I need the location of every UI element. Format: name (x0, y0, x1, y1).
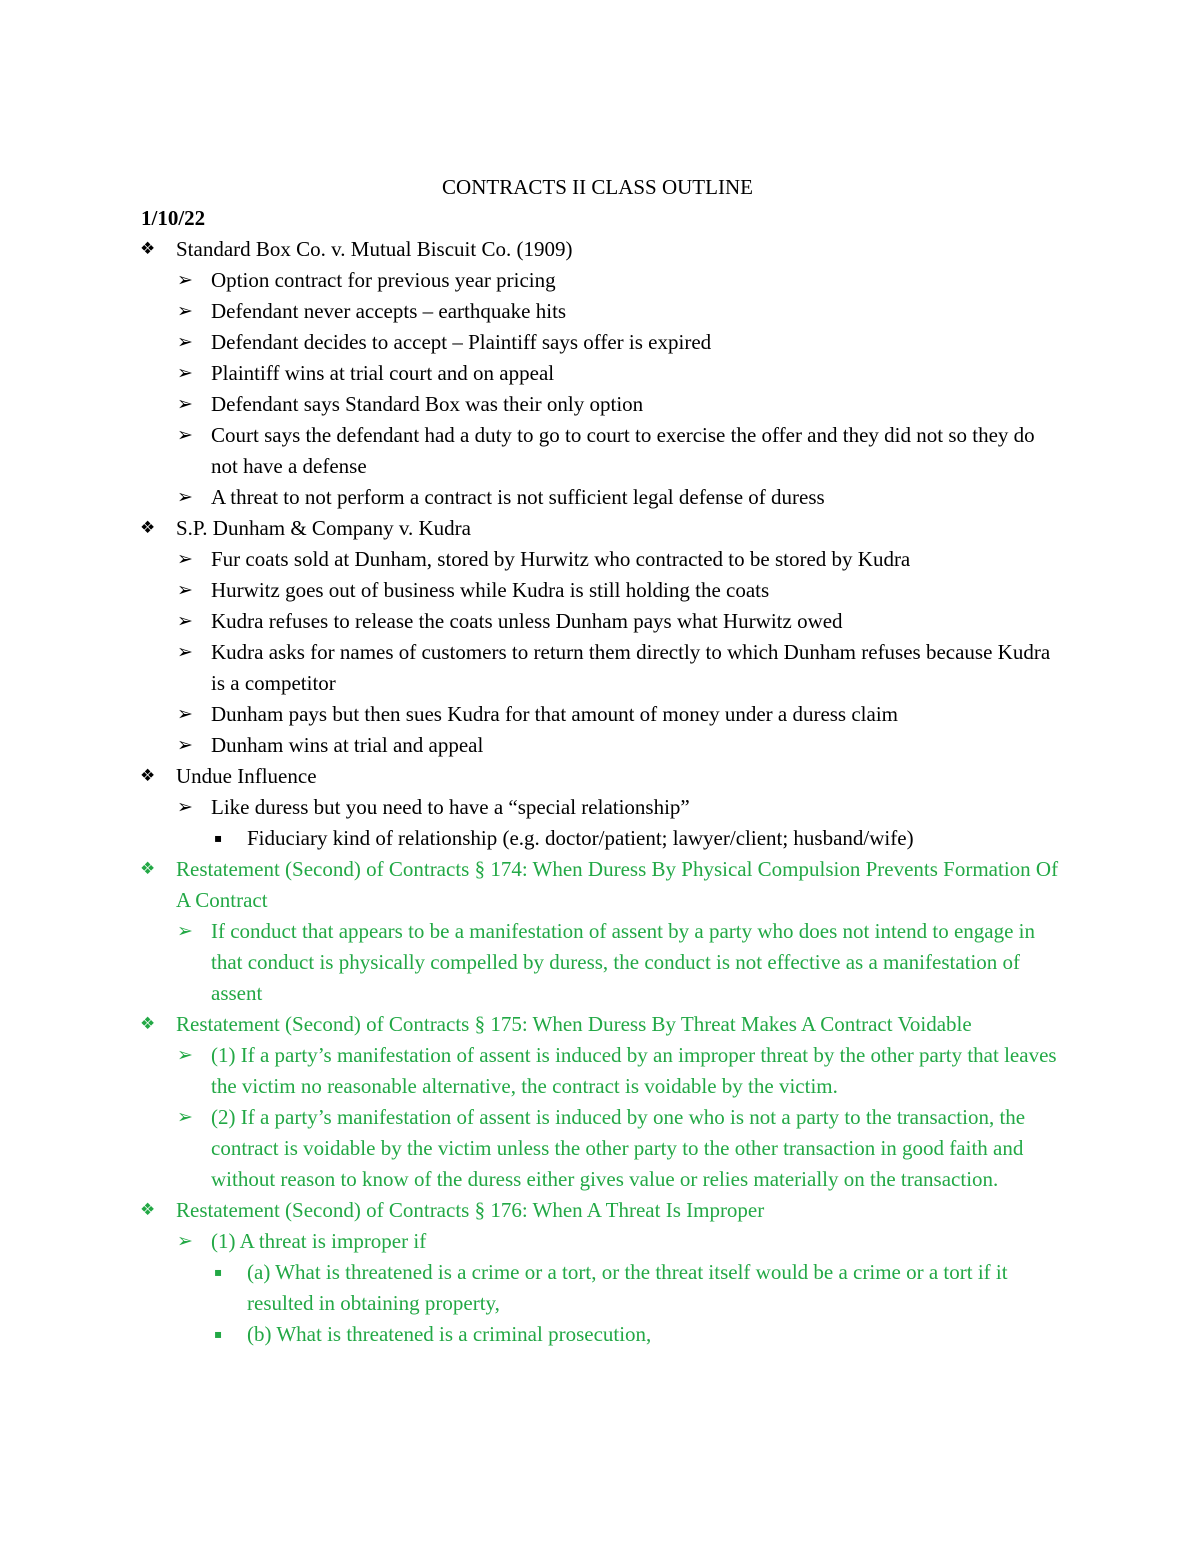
outline-item-level-2 (0, 575, 1063, 606)
outline-item-level-2 (0, 389, 1063, 420)
diamond-bullet-icon: ❖ (140, 1014, 156, 1034)
arrow-bullet-icon: ➢ (177, 734, 193, 756)
outline-item-level-2 (0, 916, 1063, 1009)
arrow-bullet-icon: ➢ (177, 1044, 193, 1066)
arrow-bullet-icon: ➢ (177, 1106, 193, 1128)
diamond-bullet-icon: ❖ (140, 859, 156, 879)
diamond-bullet-icon: ❖ (140, 239, 156, 259)
square-bullet-icon: ▪ (214, 1327, 223, 1341)
outline-item-text: Restatement (Second) of Contracts § 175: When Duress By Threat Makes A Contract Voidable (176, 1012, 972, 1036)
outline-item-level-1 (0, 854, 1060, 916)
outline-item-level-2 (0, 327, 1063, 358)
outline-item-text: Defendant never accepts – earthquake hits (211, 299, 567, 323)
outline-item-text: Like duress but you need to have a “special relationship” (211, 795, 690, 819)
outline-item-level-2 (0, 544, 1063, 575)
class-date-heading: 1/10/22 (141, 206, 206, 230)
outline-item-text: Defendant decides to accept – Plaintiff says offer is expired (211, 330, 712, 354)
outline-item-text: Fur coats sold at Dunham, stored by Hurwitz who contracted to be stored by Kudra (211, 547, 911, 571)
outline-item-text: (2) If a party’s manifestation of assent is induced by one who is not a party to the transaction, the contract is voidable by the victim unless the other party to the other transaction in good faith and without reason to know of the duress either gives value or relies materially on the transaction. (211, 1105, 1026, 1191)
outline-item-text: Dunham wins at trial and appeal (211, 733, 484, 757)
outline-item-level-3 (0, 1319, 1047, 1350)
outline-item-text: Option contract for previous year pricing (211, 268, 556, 292)
outline-item-level-2 (0, 699, 1063, 730)
diamond-bullet-icon: ❖ (140, 518, 156, 538)
outline-item-level-2 (0, 482, 1063, 513)
outline-item-text: Undue Influence (176, 764, 317, 788)
outline-item-level-2 (0, 1226, 1063, 1257)
arrow-bullet-icon: ➢ (177, 362, 193, 384)
outline-item-level-1 (0, 234, 1060, 265)
outline-item-text: Hurwitz goes out of business while Kudra is still holding the coats (211, 578, 770, 602)
outline-item-level-2 (0, 606, 1063, 637)
arrow-bullet-icon: ➢ (177, 610, 193, 632)
arrow-bullet-icon: ➢ (177, 300, 193, 322)
outline-item-text: Kudra refuses to release the coats unless Dunham pays what Hurwitz owed (211, 609, 843, 633)
outline-item-level-2 (0, 730, 1063, 761)
arrow-bullet-icon: ➢ (177, 393, 193, 415)
outline-item-text: Fiduciary kind of relationship (e.g. doctor/patient; lawyer/client; husband/wife) (247, 826, 914, 850)
arrow-bullet-icon: ➢ (177, 486, 193, 508)
arrow-bullet-icon: ➢ (177, 641, 193, 663)
arrow-bullet-icon: ➢ (177, 796, 193, 818)
outline-item-text: Defendant says Standard Box was their only option (211, 392, 644, 416)
outline-item-text: Standard Box Co. v. Mutual Biscuit Co. (1909) (176, 237, 573, 261)
arrow-bullet-icon: ➢ (177, 920, 193, 942)
outline-item-text: (b) What is threatened is a criminal prosecution, (247, 1322, 652, 1346)
outline-item-level-2 (0, 1102, 1063, 1195)
outline-item-level-1 (0, 513, 1060, 544)
outline-list (0, 234, 1200, 1350)
diamond-bullet-icon: ❖ (140, 1200, 156, 1220)
outline-item-text: (1) A threat is improper if (211, 1229, 427, 1253)
arrow-bullet-icon: ➢ (177, 1230, 193, 1252)
arrow-bullet-icon: ➢ (177, 269, 193, 291)
outline-item-level-1 (0, 761, 1060, 792)
outline-item-level-2 (0, 792, 1063, 823)
outline-item-text: (1) If a party’s manifestation of assent is induced by an improper threat by the other party that leaves the victim no reasonable alternative, the contract is voidable by the victim. (211, 1043, 1057, 1098)
outline-item-level-1 (0, 1195, 1060, 1226)
arrow-bullet-icon: ➢ (177, 331, 193, 353)
outline-item-level-2 (0, 420, 1063, 482)
outline-item-level-2 (0, 1040, 1063, 1102)
outline-item-text: A threat to not perform a contract is not sufficient legal defense of duress (211, 485, 825, 509)
square-bullet-icon: ▪ (214, 831, 223, 845)
outline-item-text: (a) What is threatened is a crime or a tort, or the threat itself would be a crime or a tort if it resulted in obtaining property, (247, 1260, 1008, 1315)
arrow-bullet-icon: ➢ (177, 424, 193, 446)
arrow-bullet-icon: ➢ (177, 703, 193, 725)
outline-item-text: Court says the defendant had a duty to go to court to exercise the offer and they did not so they do not have a defense (211, 423, 1035, 478)
outline-item-level-1 (0, 1009, 1060, 1040)
outline-item-level-2 (0, 358, 1063, 389)
outline-item-text: Restatement (Second) of Contracts § 174: When Duress By Physical Compulsion Prevents Formation Of A Contract (176, 857, 1059, 912)
arrow-bullet-icon: ➢ (177, 579, 193, 601)
document-title: CONTRACTS II CLASS OUTLINE (442, 175, 753, 199)
arrow-bullet-icon: ➢ (177, 548, 193, 570)
outline-item-text: If conduct that appears to be a manifestation of assent by a party who does not intend to engage in that conduct is physically compelled by duress, the conduct is not effective as a manifestation of assent (211, 919, 1036, 1005)
outline-item-text: Plaintiff wins at trial court and on appeal (211, 361, 555, 385)
outline-item-level-3 (0, 823, 1047, 854)
outline-item-level-2 (0, 637, 1063, 699)
square-bullet-icon: ▪ (214, 1265, 223, 1279)
outline-item-level-2 (0, 296, 1063, 327)
diamond-bullet-icon: ❖ (140, 766, 156, 786)
outline-item-level-3 (0, 1257, 1047, 1319)
outline-item-text: Kudra asks for names of customers to return them directly to which Dunham refuses because Kudra is a competitor (211, 640, 1051, 695)
outline-item-text: Restatement (Second) of Contracts § 176: When A Threat Is Improper (176, 1198, 765, 1222)
outline-item-text: S.P. Dunham & Company v. Kudra (176, 516, 471, 540)
outline-item-text: Dunham pays but then sues Kudra for that amount of money under a duress claim (211, 702, 899, 726)
outline-item-level-2 (0, 265, 1063, 296)
